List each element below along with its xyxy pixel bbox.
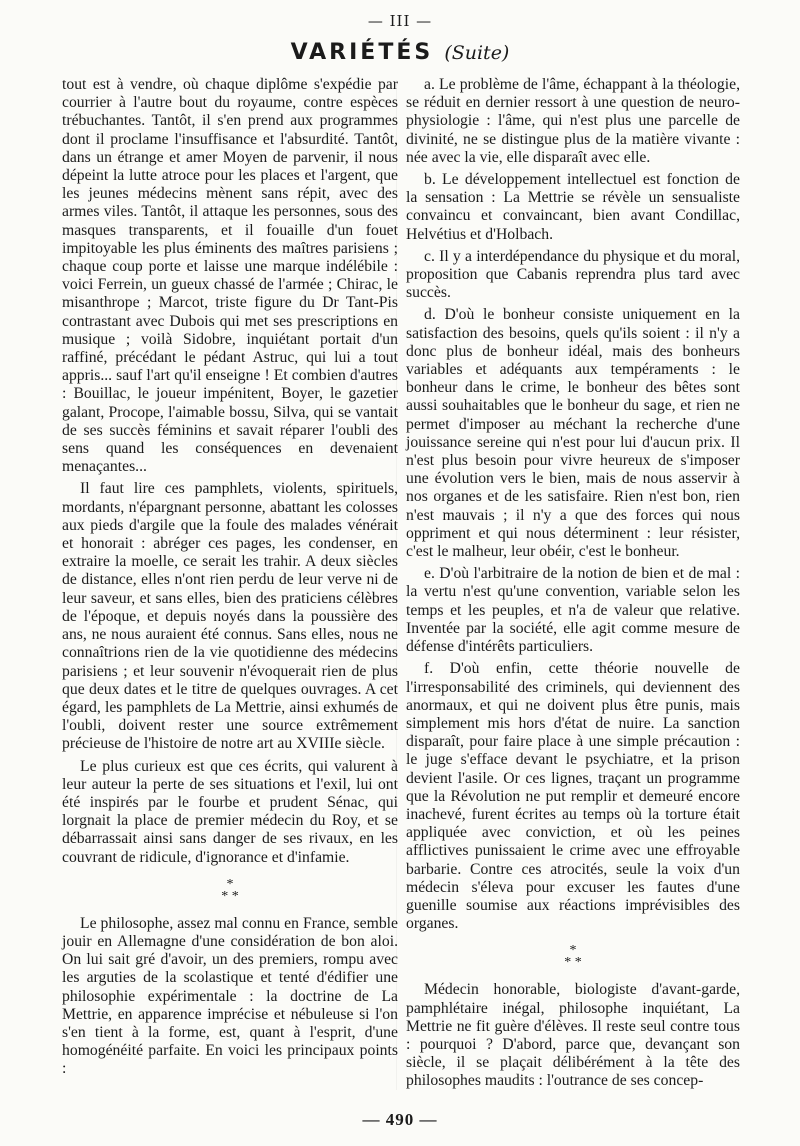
paragraph: Il faut lire ces pamphlets, violents, spirituels, mordants, n'épargnant personne, abattant les colosses aux pieds d'argile que la foule des malades vénérait et honorait : abréger ces pages, les condenser, en extraire la moelle, ce serait les trahir. A deux siècles de distance, elles n'ont rien perdu de leur verve ni de leur saveur, et sans elles, bien des praticiens célèbres de l'époque, et depuis noyés dans la poussière des ans, ne nous auraient été connus. Sans elles, nous ne connaîtrions rien de la vie quotidienne des médecins parisiens ; et leur souvenir n'évoquerait rien de plus que deux dates et le titre de quelques ouvrages. A cet égard, les pamphlets de La Mettrie, ainsi exhumés de l'oubli, doivent rester une source extrêmement précieuse de l'histoire de notre art au XVIIIe siècle. — [62, 480, 398, 753]
asterism-top: * — [226, 876, 234, 892]
asterism-divider — [62, 876, 398, 904]
list-item: f. D'où enfin, cette théorie nouvelle de l'irresponsabilité des criminels, qui deviennent des anormaux, et qui ne doivent plus être punis, mais simplement mis hors d'état de nuire. La sanction disparaît, pour faire place à une simple précaution : le juge s'efface devant le psychiatre, et la prison devient l'asile. Or ces lignes, traçant un programme que la Révolution ne put remplir et demeuré encore inachevé, furent écrites au temps où la torture était appliquée avec conviction, et où les peines afflictives punissaient le crime avec une effroyable barbarie. Contre ces atrocités, seule la voix d'un médecin s'éleva pour excuser les fautes d'une guenille soumise aux réactions imprévisibles des organes. — [406, 660, 740, 933]
asterism-bottom: * * — [564, 955, 582, 971]
paragraph: Médecin honorable, biologiste d'avant-garde, pamphlétaire inégal, philosophe inquiétant, La Mettrie ne fit guère d'élèves. Il reste seul contre tous : pourquoi ? D'abord, parce que, devançant son siècle, il se plaçait délibérément à la tête des philosophes maudits : l'outrance de ses concep- — [406, 981, 740, 1090]
list-item: a. Le problème de l'âme, échappant à la théologie, se réduit en dernier ressort à une question de neuro-physiologie : l'âme, qui n'est plus une parcelle de divinité, ne se distingue plus de la matière vivante : née avec la vie, elle disparaît avec elle. — [406, 76, 740, 166]
list-item: c. Il y a interdépendance du physique et du moral, proposition que Cabanis reprendra plus tard avec succès. — [406, 247, 740, 302]
section-title — [0, 40, 800, 65]
section-title-subtitle: (Suite) — [444, 42, 510, 64]
running-folio: — III — — [367, 12, 433, 30]
list-item: e. D'où l'arbitraire de la notion de bien et de mal : la vertu n'est qu'une convention, variable selon les temps et les peuples, et n'a de valeur que relative. Inventée par la société, elle agit comme mesure de défense d'intérêts particuliers. — [406, 565, 740, 656]
paragraph: Le philosophe, assez mal connu en France, semble jouir en Allemagne d'une considération de bon aloi. On lui sait gré d'avoir, un des premiers, rompu avec les arguties de la scolastique et tenté d'édifier une philosophie expérimentale : la doctrine de La Mettrie, en apparence imprécise et nébuleuse si l'on s'en tient à la forme, est, quant à l'esprit, d'une homogénéité parfaite. En voici les principaux points : — [62, 914, 398, 1078]
right-column — [406, 76, 740, 1095]
paragraph: tout est à vendre, où chaque diplôme s'expédie par courrier à l'autre bout du royaume, contre espèces trébuchantes. Tantôt, il s'en prend aux programmes dont il proclame l'insuffisance et l'absurdité. Tantôt, dans un étrange et amer Moyen de parvenir, il nous dépeint la lutte atroce pour les places et l'argent, que les jeunes médecins mènent sans répit, avec des armes viles. Tantôt, il attaque les personnes, sous des masques transparents, et il fouaille d'un fouet impitoyable les plus éminents des maîtres parisiens ; chaque coup porte et laisse une marque indélébile : voici Ferrein, un gueux chassé de l'armée ; Chirac, le misanthrope ; Marcot, triste figure du Dr Tant-Pis contrastant avec Dubois qui met ses prescriptions en musique ; voilà Sidobre, inquiétant portait d'un raffiné, précédant le pédant Astruc, qui lui a tout appris... sauf l'art qu'il enseigne ! Et combien d'autres : Bouillac, le joueur impénitent, Boyer, le gazetier galant, Procope, l'aimable bossu, Silva, qui se vantait de ses succès féminins et savait réparer l'oubli des sens quand les conséquences en devenaient menaçantes... — [62, 76, 398, 476]
list-item: d. D'où le bonheur consiste uniquement en la satisfaction des besoins, quels qu'ils soient : il n'y a donc plus de bonheur idéal, mais des bonheurs variables et adéquants aux tempéraments : le bonheur dans le crime, le bonheur des bêtes sont aussi souhaitables que le bonheur du sage, et rien ne permet d'imposer au méchant la recherche d'une jouissance sereine qui n'est pour lui d'aucun prix. Il n'est plus besoin pour vivre heureux de s'imposer une évolution vers le bien, mais de nous asservir à nos organes et de les satisfaire. Rien n'est bon, rien n'est mauvais ; il n'y a que des forces qui nous oppriment et qui nous déterminent : leur résister, c'est le malheur, leur obéir, c'est le bonheur. — [406, 306, 740, 561]
left-column — [62, 76, 398, 1083]
list-item: b. Le développement intellectuel est fonction de la sensation : La Mettrie se révèle un sensualiste convaincu et convaincant, bien avant Condillac, Helvétius et d'Holbach. — [406, 171, 740, 243]
section-title-main: VARIÉTÉS — [290, 40, 434, 65]
page-number: — 490 — — [362, 1110, 438, 1129]
asterism-divider — [406, 945, 740, 969]
asterism-top: * — [569, 943, 577, 959]
asterism-bottom: * * — [221, 888, 239, 904]
paragraph: Le plus curieux est que ces écrits, qui valurent à leur auteur la perte de ses situations et l'exil, lui ont été inspirés par le fourbe et prudent Sénac, qui lorgnait la place de premier médecin du Roy, et se débarrassait ainsi sans danger de ses rivaux, en les couvrant de ridicule, d'ignorance et d'infamie. — [62, 757, 398, 866]
